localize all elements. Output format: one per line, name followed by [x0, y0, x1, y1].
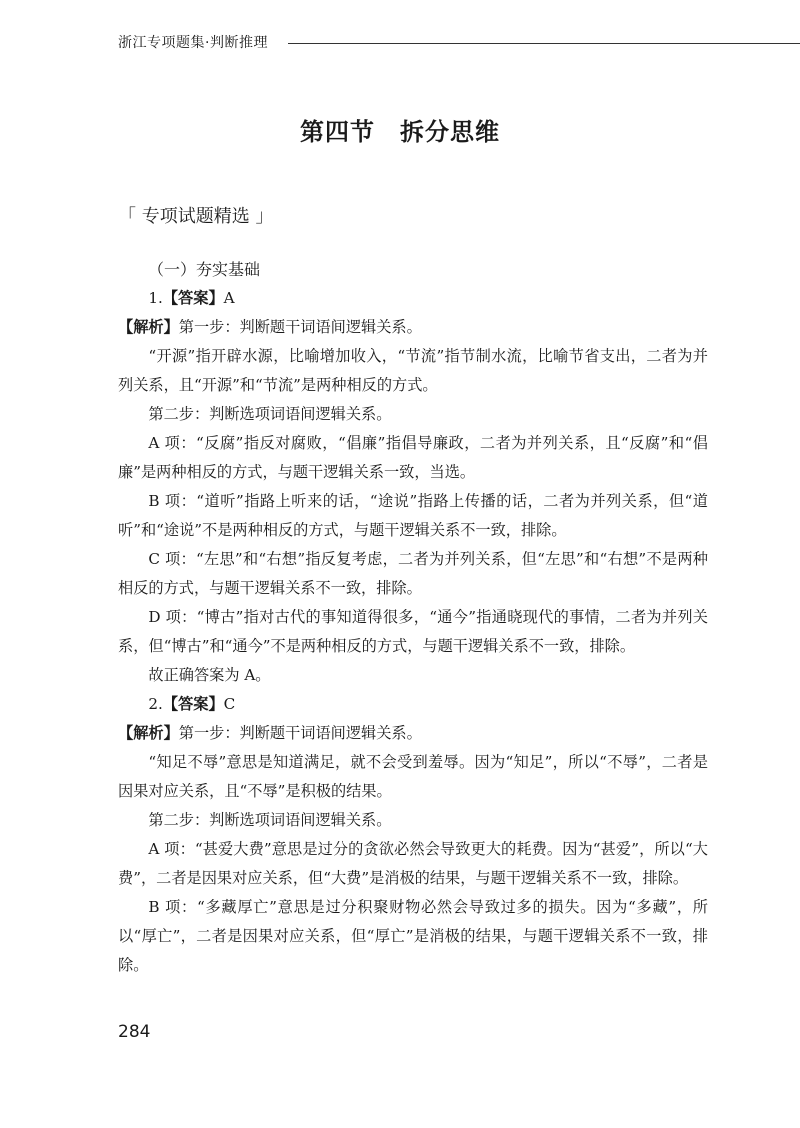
q1-answer-value: A — [223, 289, 235, 307]
subsection-heading: （一）夯实基础 — [148, 260, 261, 279]
q2-step2-paragraph: 第二步：判断选项词语间逻辑关系。 — [148, 811, 392, 829]
q1-answer-label: 【答案】 — [162, 289, 224, 307]
q2-option-a: A 项：“甚爱大费”意思是过分的贪欲必然会导致更大的耗费。因为“甚爱”，所以“大费”，二者是因果对应关系，但“大费”是消极的结果，与题干逻辑关系不一致，排除。 — [118, 840, 708, 887]
q1-stem-paragraph: “开源”指开辟水源，比喻增加收入，“节流”指节制水流，比喻节省支出，二者为并列关系，且“开源”和“节流”是两种相反的方式。 — [118, 347, 708, 394]
q1-analysis-line — [118, 313, 708, 342]
q2-answer-line — [118, 690, 708, 719]
q1-answer-line — [118, 284, 708, 313]
chapter-title: 第四节 拆分思维 — [300, 118, 500, 146]
section-heading — [118, 202, 273, 228]
section-bracket-close: 」 — [255, 206, 274, 227]
q2-analysis-step1: 第一步：判断题干词语间逻辑关系。 — [178, 724, 422, 742]
body-text — [118, 284, 708, 980]
page-number: 284 — [118, 1022, 151, 1042]
q1-analysis-label: 【解析】 — [118, 318, 179, 336]
q2-analysis-line — [118, 719, 708, 748]
q1-option-c: C 项：“左思”和“右想”指反复考虑，二者为并列关系，但“左思”和“右想”不是两种相反的方式，与题干逻辑关系不一致，排除。 — [118, 550, 708, 597]
q2-answer-value: C — [223, 695, 236, 713]
q2-number: 2. — [148, 695, 163, 713]
running-header — [118, 32, 738, 62]
header-rule — [288, 43, 800, 44]
q1-conclusion: 故正确答案为 A。 — [148, 666, 271, 684]
section-bracket-open: 「 — [118, 206, 136, 227]
q2-answer-label: 【答案】 — [162, 695, 224, 713]
q1-option-b: B 项：“道听”指路上听来的话，“途说”指路上传播的话，二者为并列关系，但“道听”和“途说”不是两种相反的方式，与题干逻辑关系不一致，排除。 — [118, 492, 708, 539]
q2-option-b: B 项：“多藏厚亡”意思是过分积聚财物必然会导致过多的损失。因为“多藏”，所以“厚亡”，二者是因果对应关系，但“厚亡”是消极的结果，与题干逻辑关系不一致，排除。 — [118, 898, 708, 974]
section-heading-text: 专项试题精选 — [136, 206, 256, 227]
header-title: 浙江专项题集·判断推理 — [118, 35, 268, 51]
q1-option-d: D 项：“博古”指对古代的事知道得很多，“通今”指通晓现代的事情，二者为并列关系，但“博古”和“通今”不是两种相反的方式，与题干逻辑关系不一致，排除。 — [118, 608, 708, 655]
q2-stem-paragraph: “知足不辱”意思是知道满足，就不会受到羞辱。因为“知足”，所以“不辱”，二者是因果对应关系，且“不辱”是积极的结果。 — [118, 753, 708, 800]
q1-option-a: A 项：“反腐”指反对腐败，“倡廉”指倡导廉政，二者为并列关系，且“反腐”和“倡廉”是两种相反的方式，与题干逻辑关系一致，当选。 — [118, 434, 708, 481]
q1-number: 1. — [148, 289, 163, 307]
q1-analysis-step1: 第一步：判断题干词语间逻辑关系。 — [178, 318, 422, 336]
q2-analysis-label: 【解析】 — [118, 724, 179, 742]
q1-step2-paragraph: 第二步：判断选项词语间逻辑关系。 — [148, 405, 392, 423]
